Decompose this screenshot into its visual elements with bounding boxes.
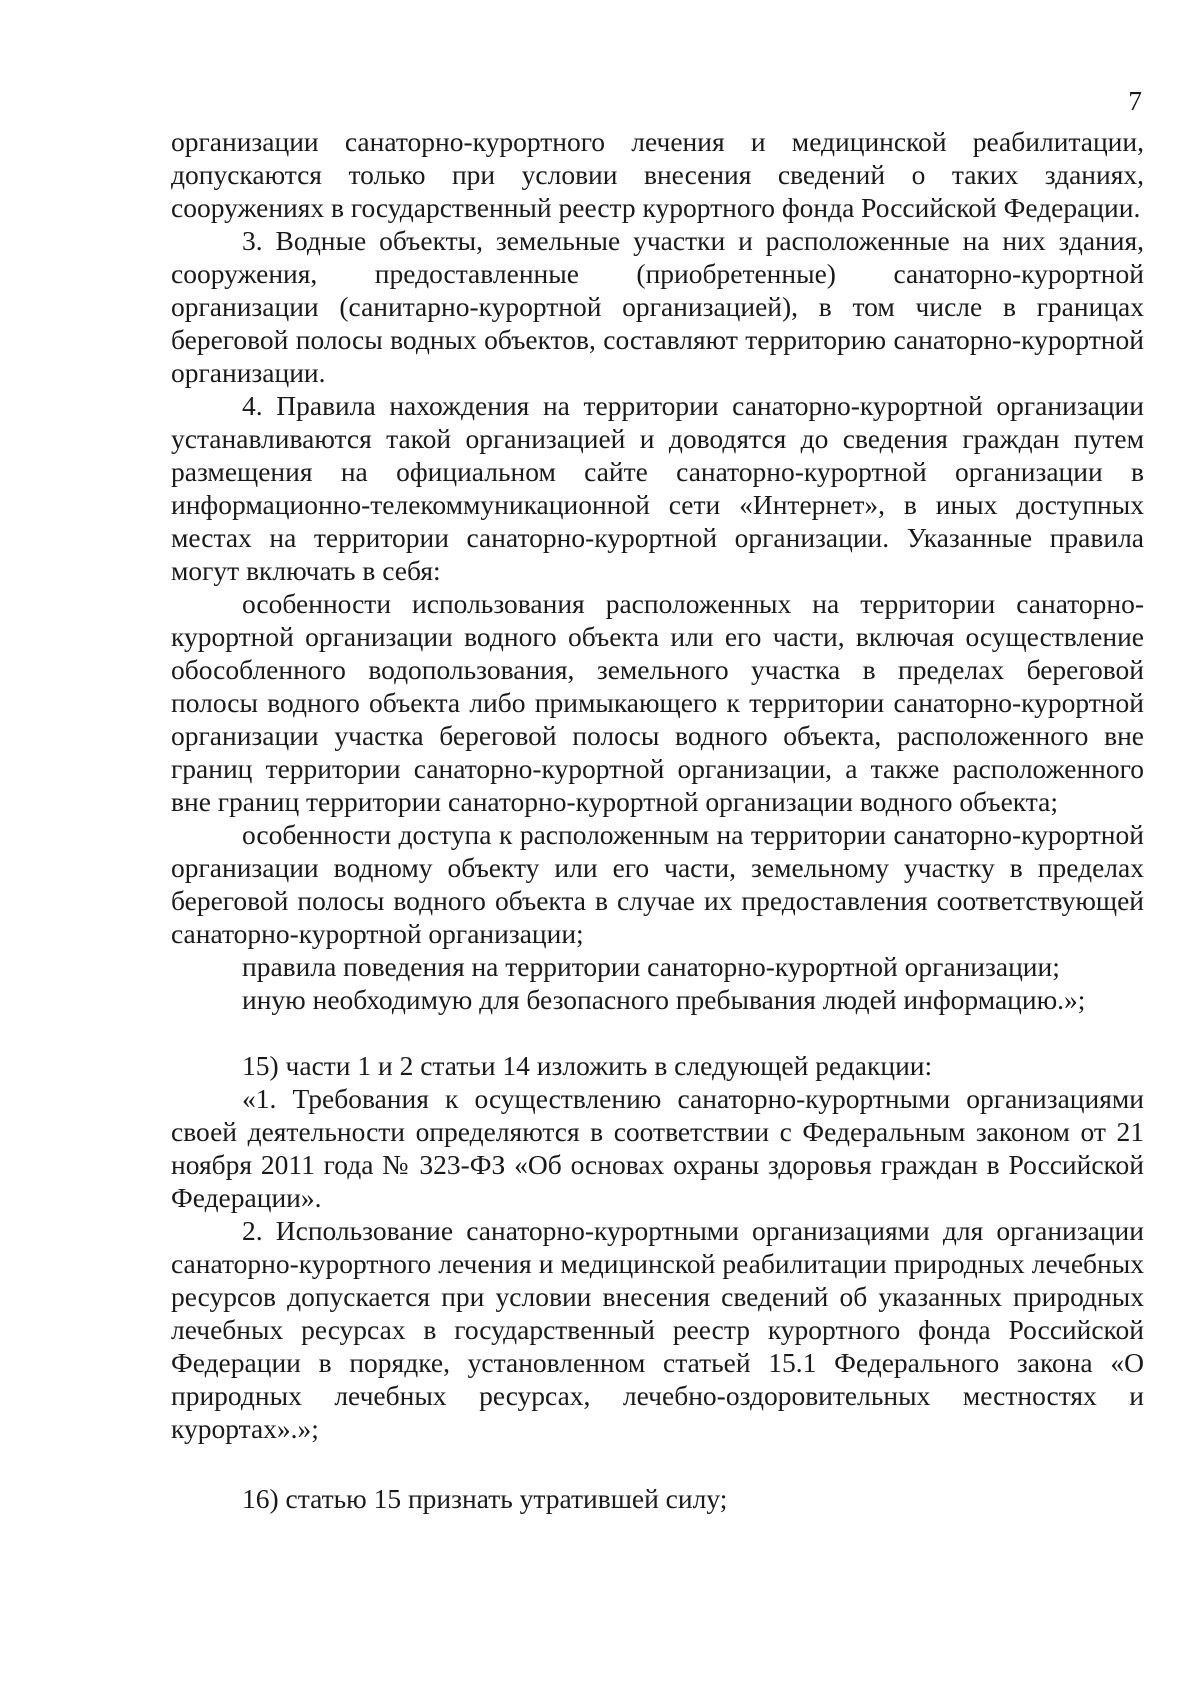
paragraph-item-16: 16) статью 15 признать утратившей силу;: [242, 1483, 728, 1514]
paragraph-rule-access: особенности доступа к расположенным на территории санаторно-курортной организации водному объекту или его части, земельному участку в пределах береговой полосы водного объекта в случае их предоставления соответствующей санаторно-курортной организации;: [171, 819, 1144, 949]
paragraph-rule-behaviour: правила поведения на территории санаторно-курортной организации;: [242, 951, 1060, 982]
page-number: 7: [1128, 85, 1142, 116]
paragraph-rule-water-use: особенности использования расположенных на территории санаторно-курортной организации водного объекта или его части, включая осуществление обособленного водопользования, земельного участка в пределах береговой полосы водного объекта либо примыкающего к территории санаторно-курортной организации участка береговой полосы водного объекта, расположенного вне границ территории санаторно-курортной организации, а также расположенного вне границ территории санаторно-курортной организации водного объекта;: [171, 588, 1144, 817]
paragraph-item-3: 3. Водные объекты, земельные участки и расположенные на них здания, сооружения, предоставленные (приобретенные) санаторно-курортной организации (санитарно-курортной организацией), в том числе в границах береговой полосы водных объектов, составляют территорию санаторно-курортной организации.: [171, 225, 1144, 388]
paragraph-continuation: организации санаторно-курортного лечения и медицинской реабилитации, допускаются только при условии внесения сведений о таких зданиях, сооружениях в государственный реестр курортного фонда Российской Федерации.: [171, 126, 1144, 223]
paragraph-rule-other-info: иную необходимую для безопасного пребывания людей информацию.»;: [242, 984, 1086, 1015]
paragraph-item-15: 15) части 1 и 2 статьи 14 изложить в следующей редакции:: [242, 1050, 933, 1081]
paragraph-article-14-part-2: 2. Использование санаторно-курортными организациями для организации санаторно-курортного лечения и медицинской реабилитации природных лечебных ресурсов допускается при условии внесения сведений об указанных природных лечебных ресурсах в государственный реестр курортного фонда Российской Федерации в порядке, установленном статьей 15.1 Федерального закона «О природных лечебных ресурсах, лечебно-оздоровительных местностях и курортах».»;: [171, 1215, 1144, 1444]
document-body: [171, 125, 1144, 1515]
paragraph-item-4: 4. Правила нахождения на территории санаторно-курортной организации устанавливаются такой организацией и доводятся до сведения граждан путем размещения на официальном сайте санаторно-курортной организации в информационно-телекоммуникационной сети «Интернет», в иных доступных местах на территории санаторно-курортной организации. Указанные правила могут включать в себя:: [171, 390, 1144, 586]
paragraph-article-14-part-1: «1. Требования к осуществлению санаторно-курортными организациями своей деятельности определяются в соответствии с Федеральным законом от 21 ноября 2011 года № 323-ФЗ «Об основах охраны здоровья граждан в Российской Федерации».: [171, 1083, 1144, 1213]
